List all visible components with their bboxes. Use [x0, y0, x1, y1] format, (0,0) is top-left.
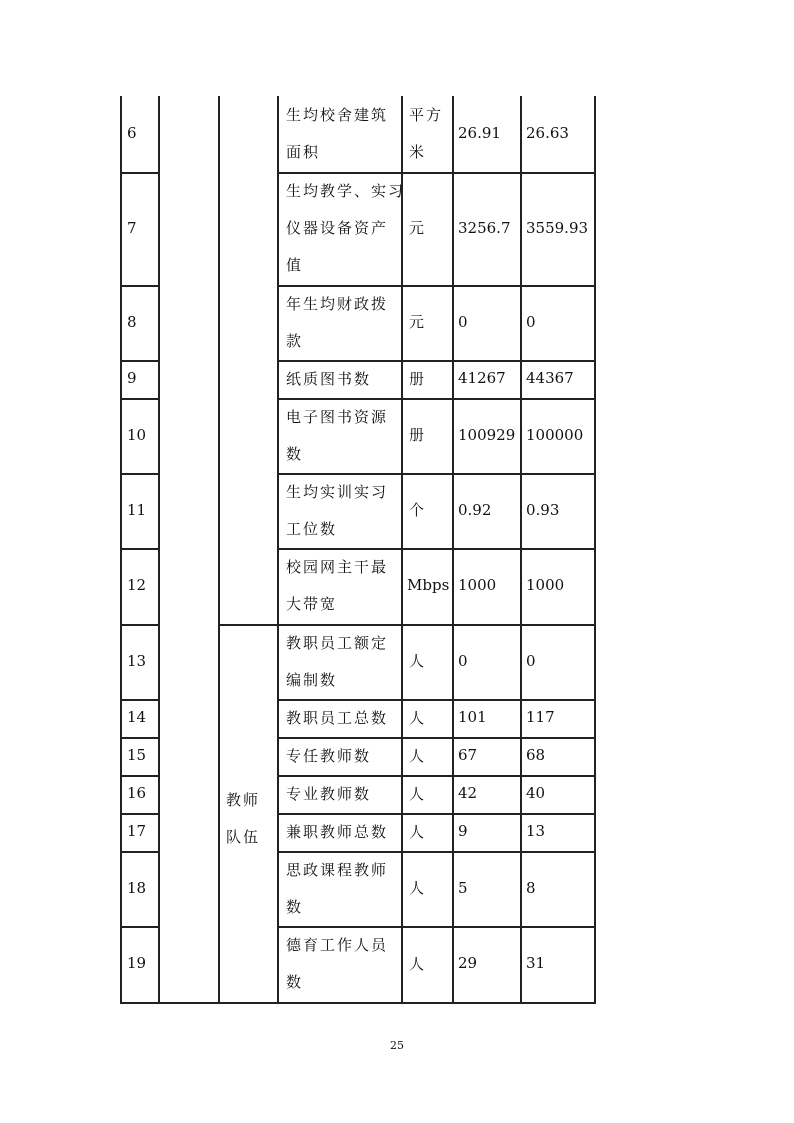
table-hline: [120, 624, 159, 626]
unit-text: Mbps: [407, 576, 450, 594]
indicator-name-line: 数: [286, 973, 304, 991]
indicator-name-line: 工位数: [286, 519, 338, 538]
value-prev: 0: [458, 312, 468, 331]
table-hline: [120, 737, 159, 739]
value-prev: 26.91: [458, 124, 501, 142]
row-number: 6: [127, 124, 137, 142]
value-current: 0.93: [526, 500, 560, 519]
value-current: 0: [526, 651, 536, 670]
row-number: 13: [127, 651, 147, 670]
row-number: 7: [127, 218, 137, 237]
unit-text: 册: [409, 426, 427, 444]
indicator-name-line: 大带宽: [286, 595, 338, 613]
indicator-name-line: 值: [286, 256, 304, 274]
indicator-name-line: 编制数: [286, 670, 338, 689]
table-hline: [218, 624, 278, 626]
indicator-name-line: 电子图书资源: [286, 407, 389, 426]
indicator-name-line: 纸质图书数: [286, 369, 372, 388]
table-hline: [120, 775, 159, 777]
table-hline: [120, 398, 159, 400]
value-current: 100000: [526, 425, 584, 444]
row-number: 19: [127, 954, 147, 972]
row-number: 16: [127, 784, 147, 802]
row-number: 8: [127, 312, 137, 331]
value-prev: 5: [458, 878, 468, 897]
unit-text: 人: [409, 784, 427, 803]
table-hline: [120, 285, 159, 287]
indicator-table: [120, 96, 595, 1002]
value-current: 31: [526, 954, 546, 972]
row-number: 11: [127, 500, 147, 519]
indicator-name-line: 面积: [286, 143, 321, 161]
table-vline: [218, 96, 220, 1002]
value-current: 26.63: [526, 124, 569, 142]
value-prev: 3256.7: [458, 218, 511, 237]
unit-text: 人: [409, 746, 427, 765]
table-hline: [120, 473, 159, 475]
indicator-name-line: 校园网主干最: [286, 558, 389, 576]
page-number: 25: [390, 1039, 404, 1052]
unit-text: 平方: [409, 106, 444, 124]
row-number: 9: [127, 369, 137, 387]
table-hline: [120, 172, 159, 174]
value-prev: 100929: [458, 425, 516, 444]
table-hline: [120, 548, 159, 550]
indicator-name-line: 教职员工总数: [286, 708, 389, 727]
value-prev: 42: [458, 784, 478, 802]
value-prev: 67: [458, 746, 478, 764]
unit-text: 人: [409, 652, 427, 670]
table-hline: [120, 851, 159, 853]
indicator-name-line: 数: [286, 897, 304, 916]
indicator-name-line: 德育工作人员: [286, 936, 389, 954]
indicator-name-line: 思政课程教师: [286, 860, 389, 879]
table-hline: [120, 699, 159, 701]
table-hline: [158, 1002, 278, 1004]
indicator-name-line: 专业教师数: [286, 784, 372, 803]
table-hline: [277, 1002, 596, 1004]
value-prev: 0: [458, 651, 468, 670]
value-current: 44367: [526, 369, 574, 387]
indicator-name-line: 专任教师数: [286, 746, 372, 765]
value-current: 1000: [526, 576, 565, 594]
table-hline: [120, 360, 159, 362]
unit-text: 元: [409, 313, 427, 331]
indicator-name-line: 数: [286, 444, 304, 463]
category-label-line: 队伍: [226, 828, 261, 846]
value-current: 117: [526, 708, 555, 726]
value-current: 40: [526, 784, 546, 802]
indicator-name-line: 教职员工额定: [286, 633, 389, 652]
row-number: 18: [127, 878, 147, 897]
table-hline: [120, 926, 159, 928]
value-prev: 1000: [458, 576, 497, 594]
unit-text: 人: [409, 708, 427, 727]
indicator-name-line: 年生均财政拨: [286, 294, 389, 313]
unit-text: 米: [409, 143, 427, 161]
value-current: 8: [526, 878, 536, 897]
indicator-name-line: 生均教学、实习: [286, 182, 406, 200]
unit-text: 个: [409, 501, 427, 519]
row-number: 17: [127, 822, 147, 840]
category-label-line: 教师: [226, 791, 261, 809]
indicator-name-line: 生均实训实习: [286, 482, 389, 501]
value-current: 13: [526, 822, 546, 840]
value-current: 3559.93: [526, 218, 589, 237]
indicator-name-line: 生均校舍建筑: [286, 106, 389, 124]
value-current: 0: [526, 312, 536, 331]
unit-text: 人: [409, 879, 427, 897]
value-current: 68: [526, 746, 546, 764]
value-prev: 101: [458, 708, 487, 726]
table-hline: [120, 813, 159, 815]
unit-text: 人: [409, 954, 427, 973]
unit-text: 人: [409, 822, 427, 841]
row-number: 10: [127, 425, 147, 444]
unit-text: 元: [409, 219, 427, 237]
table-hline: [120, 1002, 159, 1004]
row-number: 14: [127, 708, 147, 726]
value-prev: 29: [458, 954, 478, 972]
indicator-name-line: 兼职教师总数: [286, 822, 389, 841]
indicator-name-line: 仪器设备资产: [286, 219, 389, 237]
value-prev: 41267: [458, 369, 506, 387]
indicator-name-line: 款: [286, 331, 304, 350]
value-prev: 9: [458, 822, 468, 840]
value-prev: 0.92: [458, 500, 492, 519]
row-number: 15: [127, 746, 147, 764]
row-number: 12: [127, 576, 147, 594]
unit-text: 册: [409, 369, 427, 388]
